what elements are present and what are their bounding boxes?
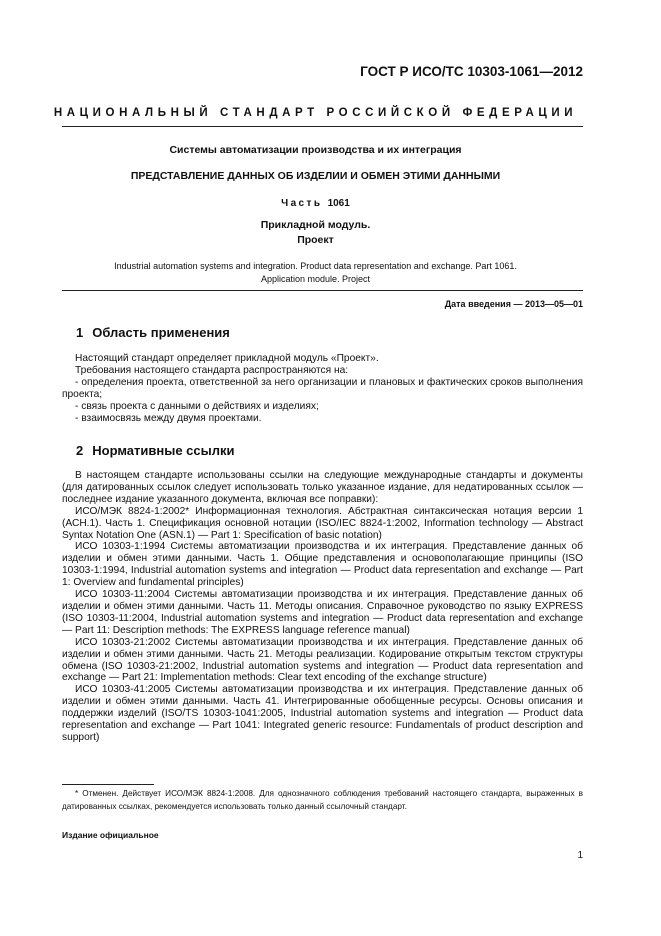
english-title-line-2: Application module. Project <box>260 274 371 284</box>
list-item: - связь проекта с данными о действиях и изделиях; <box>75 400 319 412</box>
section-1-title: Область применения <box>92 325 230 340</box>
section-2-body <box>62 470 583 744</box>
subtitle-line-1: Прикладной модуль. <box>260 219 371 231</box>
effective-date: Дата введения — 2013—05—01 <box>444 299 583 309</box>
subtitle-line-2: Проект <box>297 234 334 246</box>
section-2-heading <box>76 443 234 458</box>
paragraph: Настоящий стандарт определяет прикладной модуль «Проект». <box>75 353 379 364</box>
reference-entry: ИСО 10303-1:1994 Системы автоматизации производства и их интеграция. Представление данных об изделии и обмен этими данными. Часть 1. Общие представления и основополагающие принципы (ISO 10303-1:1994, Industrial automation systems and integration — Product data representation and exchange — Part 1: Overview and fundamental principles) <box>62 541 583 589</box>
list-item: - определения проекта, ответственной за него организации и плановых и фактических сроков выполнения проекта; <box>62 376 583 400</box>
reference-entry: ИСО 10303-41:2005 Системы автоматизации производства и их интеграция. Представление данных об изделии и обмен этими данными. Часть 41. Интегрированные обобщенные ресурсы. Основы описания и поддержки изделий (ISO/TS 10303-1041:2005, Industrial automation systems and integration — Product data representation and exchange — Part 1041: Integrated generic resource: Fundamentals of product description and support) <box>62 684 583 743</box>
section-1-body <box>62 353 583 424</box>
section-2-number: 2 <box>76 443 84 458</box>
footnote <box>62 787 583 813</box>
page-number: 1 <box>577 850 583 861</box>
series-title: Системы автоматизации производства и их интеграция <box>169 144 462 156</box>
main-title: ПРЕДСТАВЛЕНИЕ ДАННЫХ ОБ ИЗДЕЛИИ И ОБМЕН ЭТИМИ ДАННЫМИ <box>130 170 501 182</box>
edition-label: Издание официальное <box>62 830 159 840</box>
part-heading <box>48 198 583 209</box>
document-code: ГОСТ Р ИСО/ТС 10303-1061—2012 <box>360 64 583 79</box>
title-divider <box>62 290 583 291</box>
header-divider <box>62 126 583 127</box>
part-number: 1061 <box>327 198 350 209</box>
footnote-divider <box>62 784 154 785</box>
section-1-number: 1 <box>76 325 84 340</box>
reference-entry: ИСО/МЭК 8824-1:2002* Информационная технология. Абстрактная синтаксическая нотация версии 1 (АСН.1). Часть 1. Спецификация основной нотации (ISO/IEC 8824-1:2002, Information technology — Abstract Syntax Notation One (ASN.1) — Part 1: Specification of basic notation) <box>62 505 583 541</box>
paragraph: В настоящем стандарте использованы ссылки на следующие международные стандарты и документы (для датированных ссылок следует использовать только указанное издание, для недатированных ссылок — последнее издание указанного документа, включая все поправки): <box>62 470 583 505</box>
section-1-heading <box>76 325 230 340</box>
section-2-title: Нормативные ссылки <box>92 443 235 458</box>
reference-entry: ИСО 10303-21:2002 Системы автоматизации производства и их интеграция. Представление данных об изделии и обмен этими данными. Часть 21. Методы реализации. Кодирование открытым текстом структуры обмена (ISO 10303-21:2002, Industrial automation systems and integration — Product data representation and exchange — Part 21: Implementation methods: Clear text encoding of the exchange structure) <box>62 636 583 684</box>
part-label: Часть <box>281 198 323 209</box>
footnote-text: * Отменен. Действует ИСО/МЭК 8824-1:2008. Для однозначного соблюдения требований настоящего стандарта, выраженных в датированных ссылках, рекомендуется использовать только данный ссылочный стандарт. <box>62 789 583 811</box>
paragraph: Требования настоящего стандарта распространяются на: <box>75 364 349 376</box>
national-standard-banner: НАЦИОНАЛЬНЫЙ СТАНДАРТ РОССИЙСКОЙ ФЕДЕРАЦИИ <box>53 107 578 119</box>
list-item: - взаимосвязь между двумя проектами. <box>75 412 262 424</box>
reference-entry: ИСО 10303-11:2004 Системы автоматизации производства и их интеграция. Представление данных об изделии и обмен этими данными. Часть 11. Методы описания. Справочное руководство по языку EXPRESS (ISO 10303-11:2004, Industrial automation systems and integration — Product data representation and exchange — Part 11: Description methods: The EXPRESS language reference manual) <box>62 589 583 636</box>
english-title-line-1: Industrial automation systems and integration. Product data representation and exchange. Part 1061. <box>114 261 517 271</box>
